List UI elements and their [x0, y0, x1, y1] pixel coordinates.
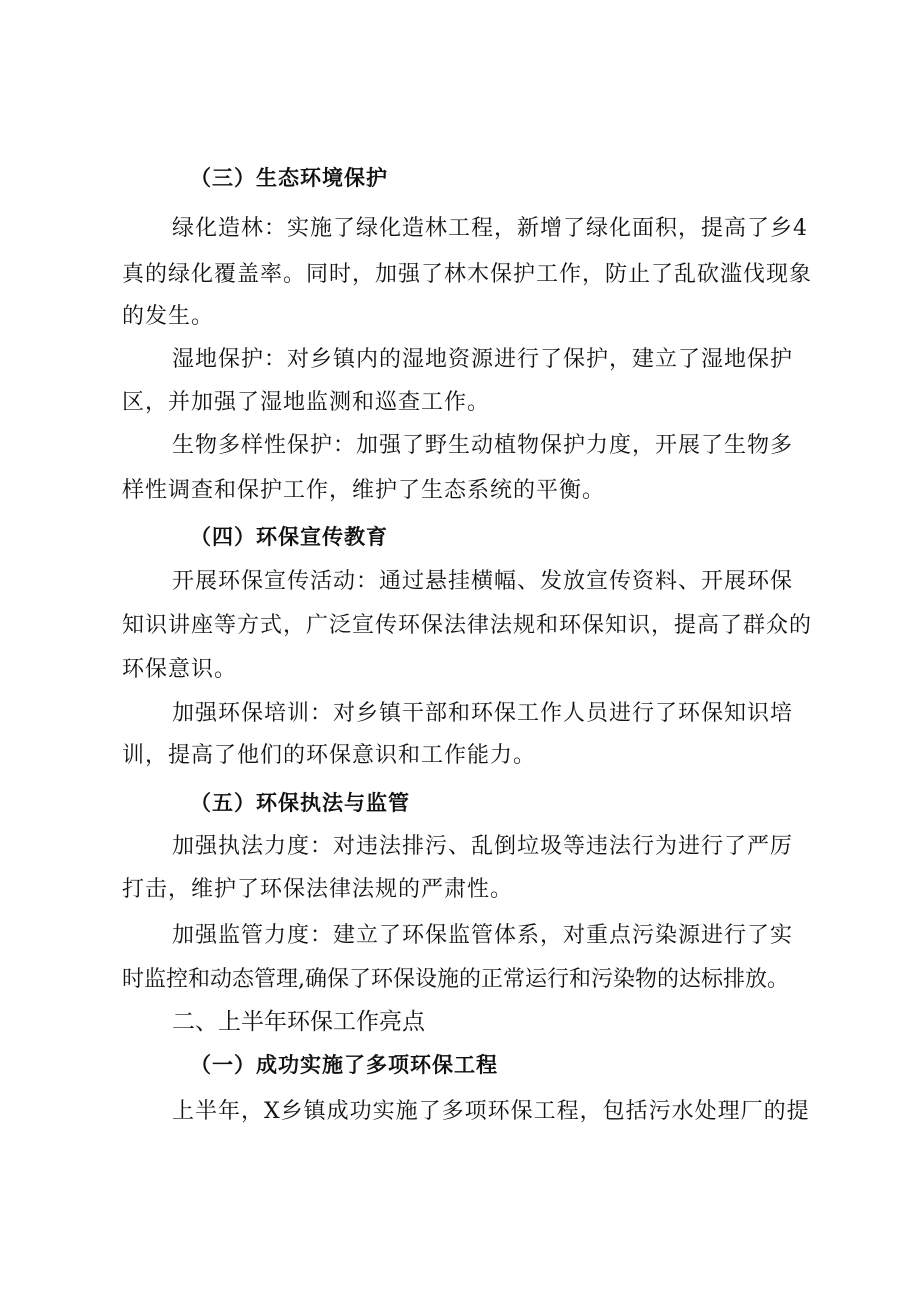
section-heading-education: （四）环保宣传教育 — [190, 525, 388, 549]
paragraph-line: 加强环保培训：对乡镇干部和环保工作人员进行了环保知识培 — [172, 701, 794, 726]
paragraph-line: 样性调查和保护工作，维护了生态系统的平衡。 — [122, 478, 606, 503]
paragraph-line: 知识讲座等方式，广泛宣传环保法律法规和环保知识，提高了群众的 — [122, 613, 813, 638]
paragraph-line: 开展环保宣传活动：通过悬挂横幅、发放宣传资料、开展环保 — [172, 569, 794, 594]
paragraph-line: 的发生。 — [122, 304, 215, 329]
paragraph-line: 上半年，X乡镇成功实施了多项环保工程，包括污水处理厂的提 — [172, 1099, 810, 1124]
paragraph-line: 生物多样性保护：加强了野生动植物保护力度，开展了生物多 — [172, 433, 794, 458]
part-heading-highlights: 二、上半年环保工作亮点 — [172, 1009, 425, 1035]
paragraph-line: 加强执法力度：对违法排污、乱倒垃圾等违法行为进行了严厉 — [172, 834, 794, 859]
section-heading-ecology: （三）生态环境保护 — [190, 166, 388, 190]
paragraph-line: 真的绿化覆盖率。同时，加强了林木保护工作，防止了乱砍滥伐现象 — [122, 262, 813, 287]
section-heading-projects: （一）成功实施了多项环保工程 — [190, 1053, 498, 1077]
paragraph-line: 绿化造林：实施了绿化造林工程，新增了绿化面积，提高了乡4 — [172, 216, 808, 241]
paragraph-line: 打击，维护了环保法律法规的严肃性。 — [122, 877, 514, 902]
paragraph-line: 区，并加强了湿地监测和巡查工作。 — [122, 390, 491, 415]
paragraph-line: 加强监管力度：建立了环保监管体系，对重点污染源进行了实 — [172, 923, 794, 948]
paragraph-line: 环保意识。 — [122, 657, 238, 682]
section-heading-enforcement: （五）环保执法与监管 — [190, 791, 410, 815]
paragraph-line: 湿地保护：对乡镇内的湿地资源进行了保护，建立了湿地保护 — [172, 347, 794, 372]
paragraph-line: 训，提高了他们的环保意识和工作能力。 — [122, 743, 537, 768]
paragraph-line: 时监控和动态管理,确保了环保设施的正常运行和污染物的达标排放。 — [122, 967, 789, 992]
